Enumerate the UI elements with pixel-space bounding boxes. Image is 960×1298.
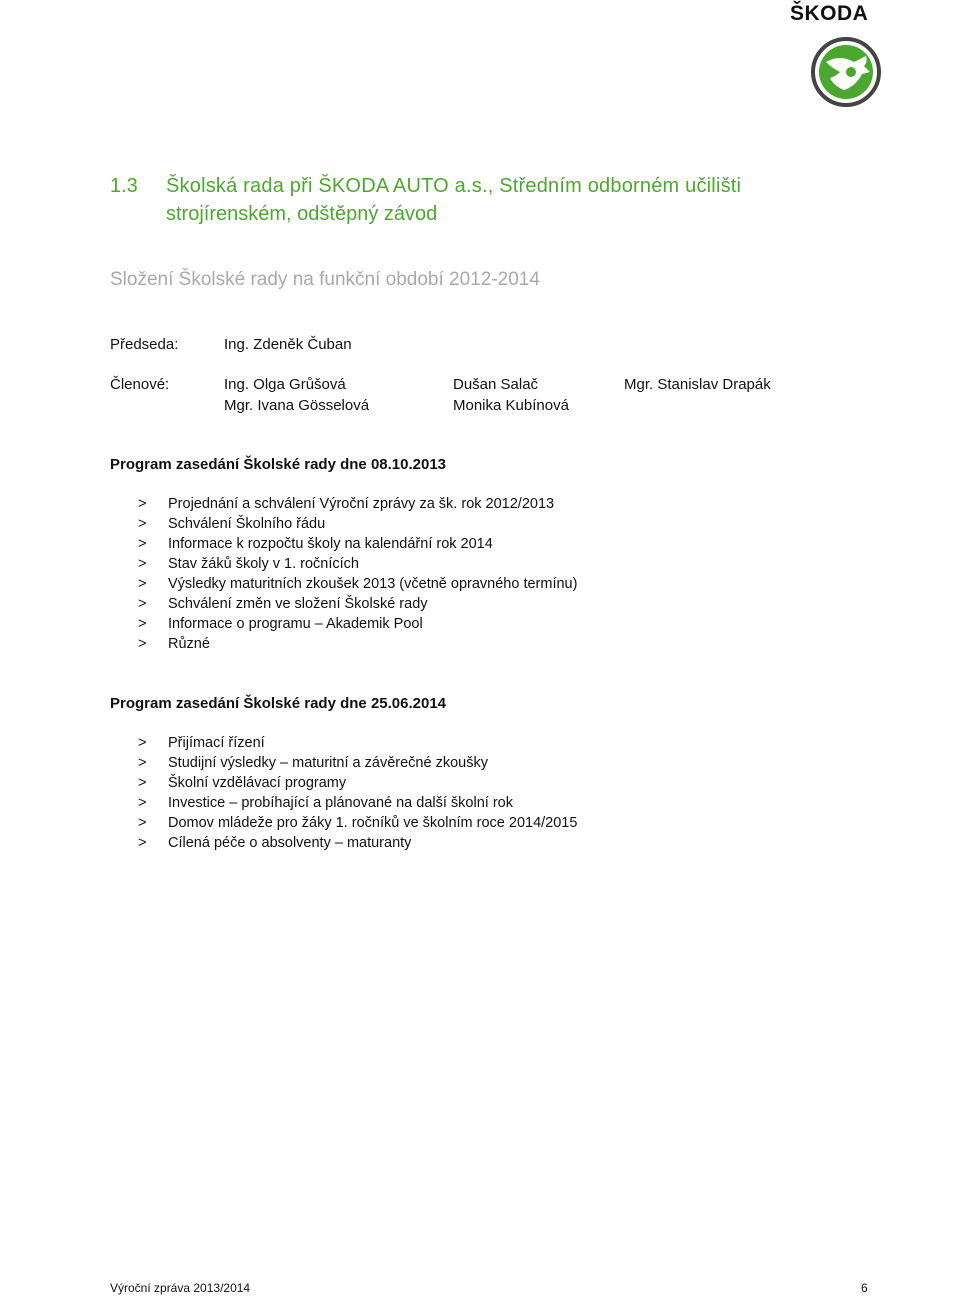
footer-report-title: Výroční zpráva 2013/2014 bbox=[110, 1281, 251, 1295]
member-name: Monika Kubínová bbox=[453, 397, 569, 414]
list-marker: > bbox=[138, 636, 147, 652]
members-label: Členové: bbox=[110, 376, 170, 393]
chair-name: Ing. Zdeněk Čuban bbox=[224, 336, 352, 353]
list-marker: > bbox=[138, 835, 147, 851]
list-marker: > bbox=[138, 616, 147, 632]
list-marker: > bbox=[138, 556, 147, 572]
chair-label: Předseda: bbox=[110, 336, 179, 353]
program-title-2013: Program zasedání Školské rady dne 08.10.2013 bbox=[110, 456, 447, 473]
board-composition-subheading: Složení Školské rady na funkční období 2012-2014 bbox=[110, 269, 540, 290]
list-marker: > bbox=[138, 775, 147, 791]
list-marker: > bbox=[138, 795, 147, 811]
list-marker: > bbox=[138, 576, 147, 592]
member-name: Mgr. Ivana Gösselová bbox=[224, 397, 370, 414]
list-marker: > bbox=[138, 735, 147, 751]
list-marker: > bbox=[138, 516, 147, 532]
list-marker: > bbox=[138, 596, 147, 612]
section-title-line-1: Školská rada při ŠKODA AUTO a.s., Středním odborném učilišti bbox=[166, 175, 742, 197]
brand-wordmark: ŠKODA bbox=[790, 2, 869, 25]
member-name: Ing. Olga Grůšová bbox=[224, 376, 346, 393]
program-title-2014: Program zasedání Školské rady dne 25.06.2014 bbox=[110, 695, 447, 712]
member-name: Mgr. Stanislav Drapák bbox=[624, 376, 771, 393]
section-number: 1.3 bbox=[110, 175, 138, 197]
list-marker: > bbox=[138, 496, 147, 512]
list-marker: > bbox=[138, 755, 147, 771]
skoda-winged-arrow-icon bbox=[810, 32, 882, 128]
list-marker: > bbox=[138, 536, 147, 552]
page-number: 6 bbox=[861, 1281, 868, 1295]
member-name: Dušan Salač bbox=[453, 376, 539, 393]
section-title-line-2: strojírenském, odštěpný závod bbox=[166, 203, 438, 225]
list-marker: > bbox=[138, 815, 147, 831]
